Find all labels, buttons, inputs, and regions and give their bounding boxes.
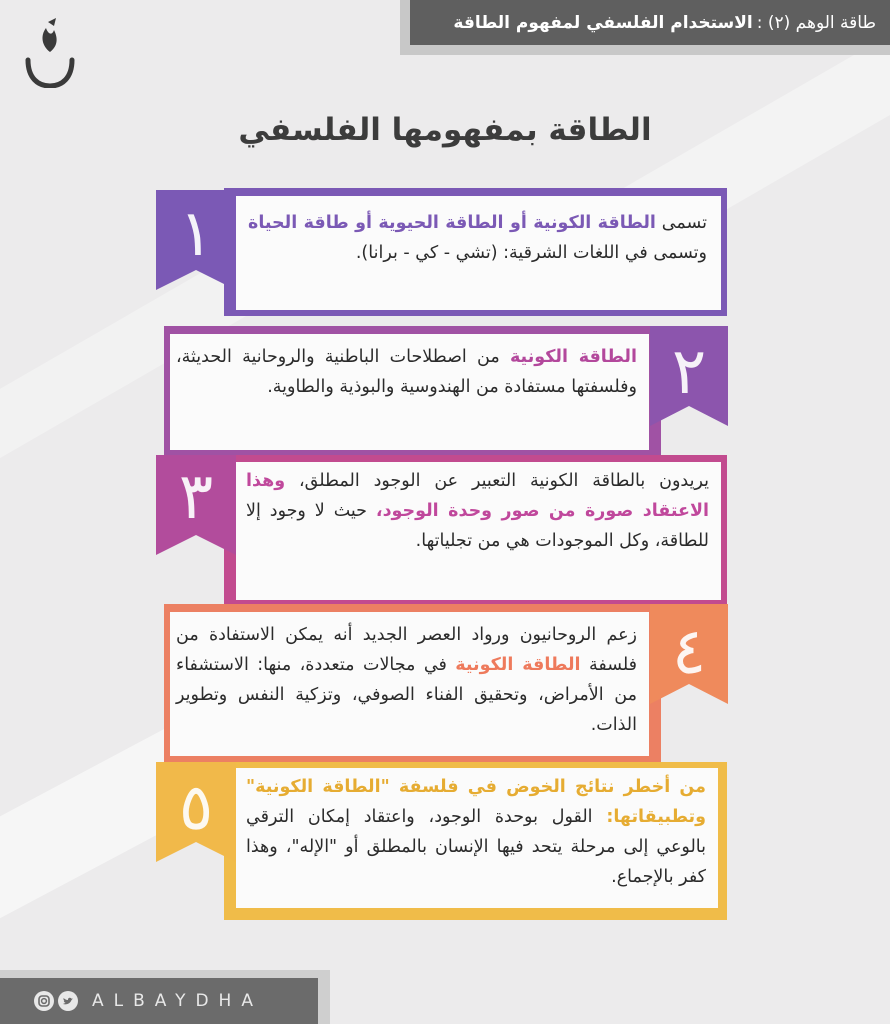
section-2-text-part: من اصطلاحات الباطنية والروحانية الحديثة، وفلسفتها مستفادة من الهندوسية والبوذية والطاوية. (176, 347, 637, 397)
section-2-text (170, 334, 649, 450)
section-4-number-tab (650, 604, 728, 704)
section-3-text-part: حيث لا وجود إلا للطاقة، وكل الموجودات هي من تجلياتها. (246, 501, 709, 551)
section-2-highlight: الطاقة الكونية (509, 347, 637, 367)
section-5-highlight: من أخطر نتائج الخوض في فلسفة "الطاقة الكونية" وتطبيقاتها: (246, 777, 706, 827)
section-4-number: ٤ (671, 615, 707, 689)
section-1-highlight: الطاقة الكونية أو الطاقة الحيوية أو طاقة الحياة (248, 213, 656, 233)
logo-icon (20, 16, 80, 88)
section-1-number-tab (156, 190, 236, 290)
section-3-text-part: يريدون بالطاقة الكونية التعبير عن الوجود المطلق، (285, 471, 709, 491)
section-4-highlight: الطاقة الكونية (455, 655, 581, 675)
section-4-text (170, 612, 649, 756)
twitter-icon[interactable] (58, 991, 78, 1011)
section-5-number: ٥ (178, 771, 214, 845)
section-5-text (236, 768, 718, 908)
instagram-icon[interactable] (34, 991, 54, 1011)
section-5-number-tab (156, 762, 236, 862)
header-bar (410, 0, 890, 45)
header-topic: الاستخدام الفلسفي لمفهوم الطاقة (453, 12, 753, 33)
header-series: طاقة الوهم (٢) : (756, 12, 876, 33)
section-2-number-tab (650, 326, 728, 426)
section-2-number: ٢ (671, 335, 707, 409)
section-1-text-part: تسمى (655, 213, 707, 233)
section-1-number: ١ (178, 197, 214, 271)
section-1-text (236, 196, 721, 310)
section-3-number: ٣ (178, 460, 214, 534)
section-5-text-part: القول بوحدة الوجود، واعتقاد إمكان الترقي بالوعي إلى مرحلة يتحد فيها الإنسان بالمطلق أو "الإله"، وهذا كفر بالإجماع. (246, 807, 706, 887)
brand-name: ALBAYDHA (92, 991, 263, 1011)
page-title: الطاقة بمفهومها الفلسفي (238, 112, 652, 148)
footer-bar (0, 978, 318, 1024)
section-3-text (236, 462, 721, 600)
section-3-number-tab (156, 455, 236, 555)
section-3-highlight: وهذا الاعتقاد صورة من صور وحدة الوجود، (246, 471, 709, 521)
section-1-text-part: وتسمى في اللغات الشرقية: (تشي - كي - برانا). (355, 243, 707, 263)
section-4-text-part: في مجالات متعددة، منها: الاستشفاء من الأمراض، وتحقيق الفناء الصوفي، وتزكية النفس وتطوير الذات. (176, 655, 637, 735)
section-4-text-part: زعم الروحانيون ورواد العصر الجديد أنه يمكن الاستفادة من فلسفة (176, 625, 637, 675)
